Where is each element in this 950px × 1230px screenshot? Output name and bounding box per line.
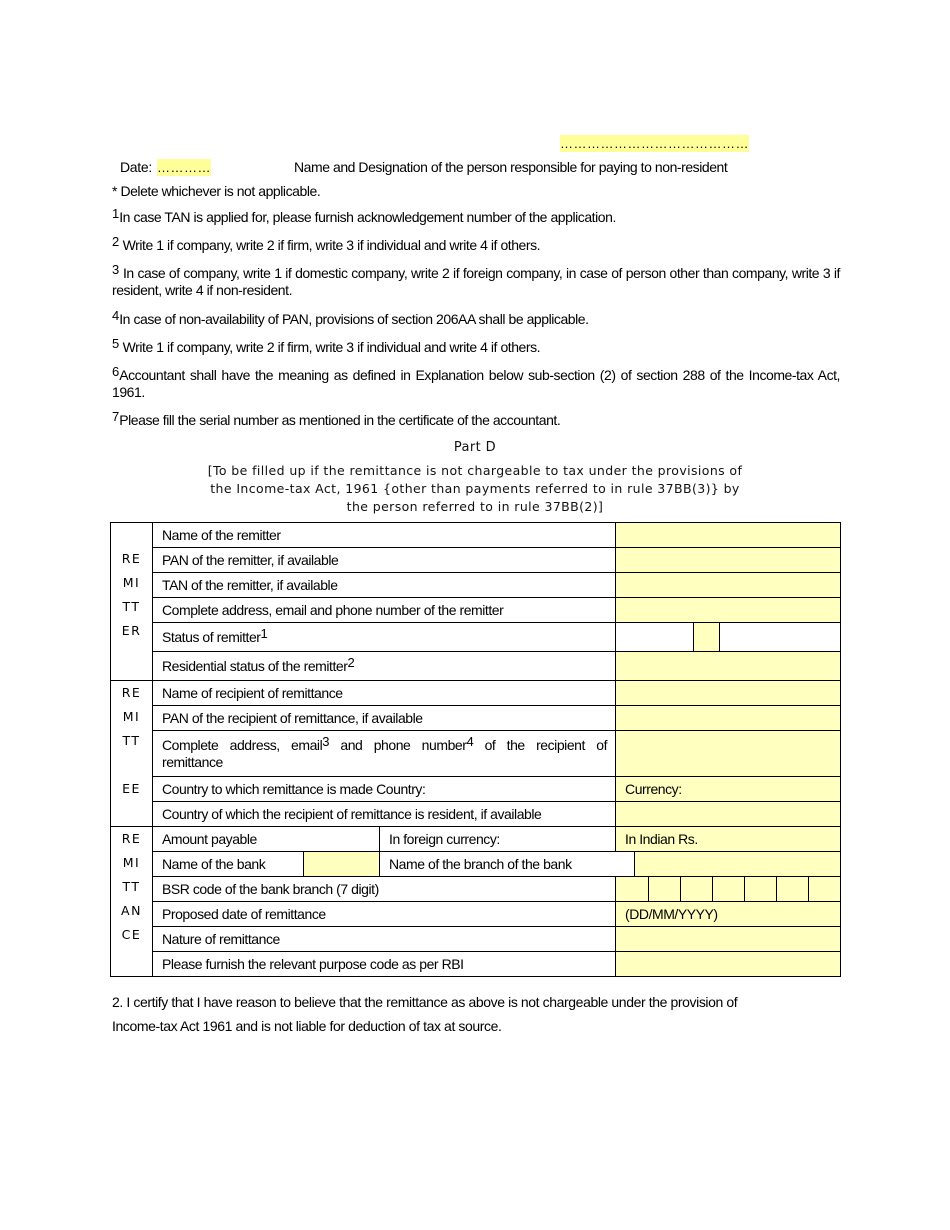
status-box-3[interactable] — [719, 623, 840, 651]
footnote-5: $^5$ Write 1 if company, write 2 if firm, write 3 if individual and write 4 if others. — [112, 336, 541, 355]
table-row — [111, 902, 841, 927]
bsr-digit-box[interactable] — [744, 877, 776, 901]
delete-note: * Delete whichever is not applicable. — [112, 183, 321, 199]
remitter-address-label: Complete address, email and phone number of the remitter — [153, 598, 616, 623]
remitter-name-label: Name of the remitter — [153, 523, 616, 548]
bsr-digit-box[interactable] — [808, 877, 840, 901]
purpose-code-field[interactable] — [616, 952, 841, 977]
certify-line-1: 2. I certify that I have reason to believe that the remittance as above is not chargeable under the provision of — [112, 994, 738, 1010]
status-box-1[interactable] — [616, 623, 693, 651]
remittance-section-label: RE MI TT AN CE — [111, 827, 153, 977]
part-subtitle-1: [To be filled up if the remittance is not chargeable to tax under the provisions of — [207, 463, 743, 478]
table-row — [111, 548, 841, 573]
proposed-date-field[interactable]: (DD/MM/YYYY) — [616, 902, 841, 927]
resident-country-field[interactable] — [616, 802, 841, 827]
footnote-4: $^4$In case of non-availability of PAN, provisions of section 206AA shall be applicable. — [112, 308, 589, 327]
remitter-residential-field[interactable] — [616, 652, 841, 681]
footnote-1: $^1$In case TAN is applied for, please furnish acknowledgement number of the application. — [112, 206, 616, 225]
remitter-pan-field[interactable] — [616, 548, 841, 573]
recipient-pan-field[interactable] — [616, 706, 841, 731]
table-row — [111, 652, 841, 681]
recipient-pan-label: PAN of the recipient of remittance, if available — [153, 706, 616, 731]
table-row — [111, 852, 841, 877]
remitter-residential-label: Residential status of the remitter2 — [153, 652, 616, 681]
currency-field[interactable]: Currency: — [616, 777, 841, 802]
remitter-tan-label: TAN of the remitter, if available — [153, 573, 616, 598]
bsr-code-field[interactable] — [616, 877, 841, 902]
indian-rs-field[interactable]: In Indian Rs. — [616, 827, 841, 852]
bsr-digit-box[interactable] — [648, 877, 680, 901]
footnote-2: $^2$ Write 1 if company, write 2 if firm, write 3 if individual and write 4 if others. — [112, 234, 541, 253]
bank-name-field[interactable] — [304, 852, 380, 877]
bank-name-label: Name of the bank — [153, 852, 304, 877]
amount-label: Amount payable — [153, 827, 380, 852]
table-row — [111, 952, 841, 977]
table-row — [111, 523, 841, 548]
table-row — [111, 598, 841, 623]
footnote-7: $^7$Please fill the serial number as mentioned in the certificate of the accountant. — [112, 409, 561, 428]
remittee-section-label: RE MI TT EE — [111, 681, 153, 827]
certify-line-2: Income-tax Act 1961 and is not liable for deduction of tax at source. — [112, 1018, 502, 1034]
status-box-2[interactable] — [693, 623, 719, 651]
remittance-form-table — [110, 522, 841, 977]
table-row — [111, 623, 841, 652]
table-row — [111, 681, 841, 706]
part-subtitle-3: the person referred to in rule 37BB(2)] — [346, 499, 604, 514]
table-row — [111, 877, 841, 902]
designation-label: Name and Designation of the person responsible for paying to non-resident — [294, 159, 728, 175]
recipient-name-label: Name of recipient of remittance — [153, 681, 616, 706]
resident-country-label: Country of which the recipient of remittance is resident, if available — [153, 802, 616, 827]
bsr-digit-box[interactable] — [616, 877, 648, 901]
table-row — [111, 731, 841, 777]
remitter-name-field[interactable] — [616, 523, 841, 548]
table-row — [111, 827, 841, 852]
remitter-status-field[interactable] — [616, 623, 841, 652]
part-subtitle-2: the Income-tax Act, 1961 {other than payments referred to in rule 37BB(3)} by — [210, 481, 740, 496]
bsr-digit-box[interactable] — [680, 877, 712, 901]
recipient-address-field[interactable] — [616, 731, 841, 777]
bsr-code-label: BSR code of the bank branch (7 digit) — [153, 877, 616, 902]
nature-label: Nature of remittance — [153, 927, 616, 952]
recipient-address-label: Complete address, email3 and phone number4 of the recipient of remittance — [153, 731, 616, 777]
remitter-tan-field[interactable] — [616, 573, 841, 598]
foreign-currency-label: In foreign currency: — [380, 827, 616, 852]
remitter-pan-label: PAN of the remitter, if available — [153, 548, 616, 573]
footnote-6: $^6$Accountant shall have the meaning as defined in Explanation below sub-section (2) of section 288 of the Income-tax Act, 1961. — [112, 364, 840, 400]
table-row — [111, 573, 841, 598]
remitter-status-label: Status of remitter1 — [153, 623, 616, 652]
table-row — [111, 706, 841, 731]
country-label: Country to which remittance is made Country: — [153, 777, 616, 802]
table-row — [111, 777, 841, 802]
date-label: Date: — [120, 159, 152, 175]
recipient-name-field[interactable] — [616, 681, 841, 706]
table-row — [111, 802, 841, 827]
nature-field[interactable] — [616, 927, 841, 952]
bsr-digit-box[interactable] — [776, 877, 808, 901]
signature-dots[interactable]: …………………………………… — [560, 136, 749, 151]
table-row — [111, 927, 841, 952]
proposed-date-label: Proposed date of remittance — [153, 902, 616, 927]
footnote-3: $^3$ In case of company, write 1 if domestic company, write 2 if foreign company, in case of person other than company, write 3 if resident, write 4 if non-resident. — [112, 262, 840, 298]
date-field[interactable]: ………… — [157, 160, 211, 175]
branch-name-label: Name of the branch of the bank — [380, 852, 635, 877]
bsr-digit-box[interactable] — [712, 877, 744, 901]
branch-name-field[interactable] — [635, 852, 841, 877]
part-title: Part D — [453, 440, 497, 455]
remitter-address-field[interactable] — [616, 598, 841, 623]
remitter-section-label: RE MI TT ER — [111, 523, 153, 681]
purpose-code-label: Please furnish the relevant purpose code as per RBI — [153, 952, 616, 977]
